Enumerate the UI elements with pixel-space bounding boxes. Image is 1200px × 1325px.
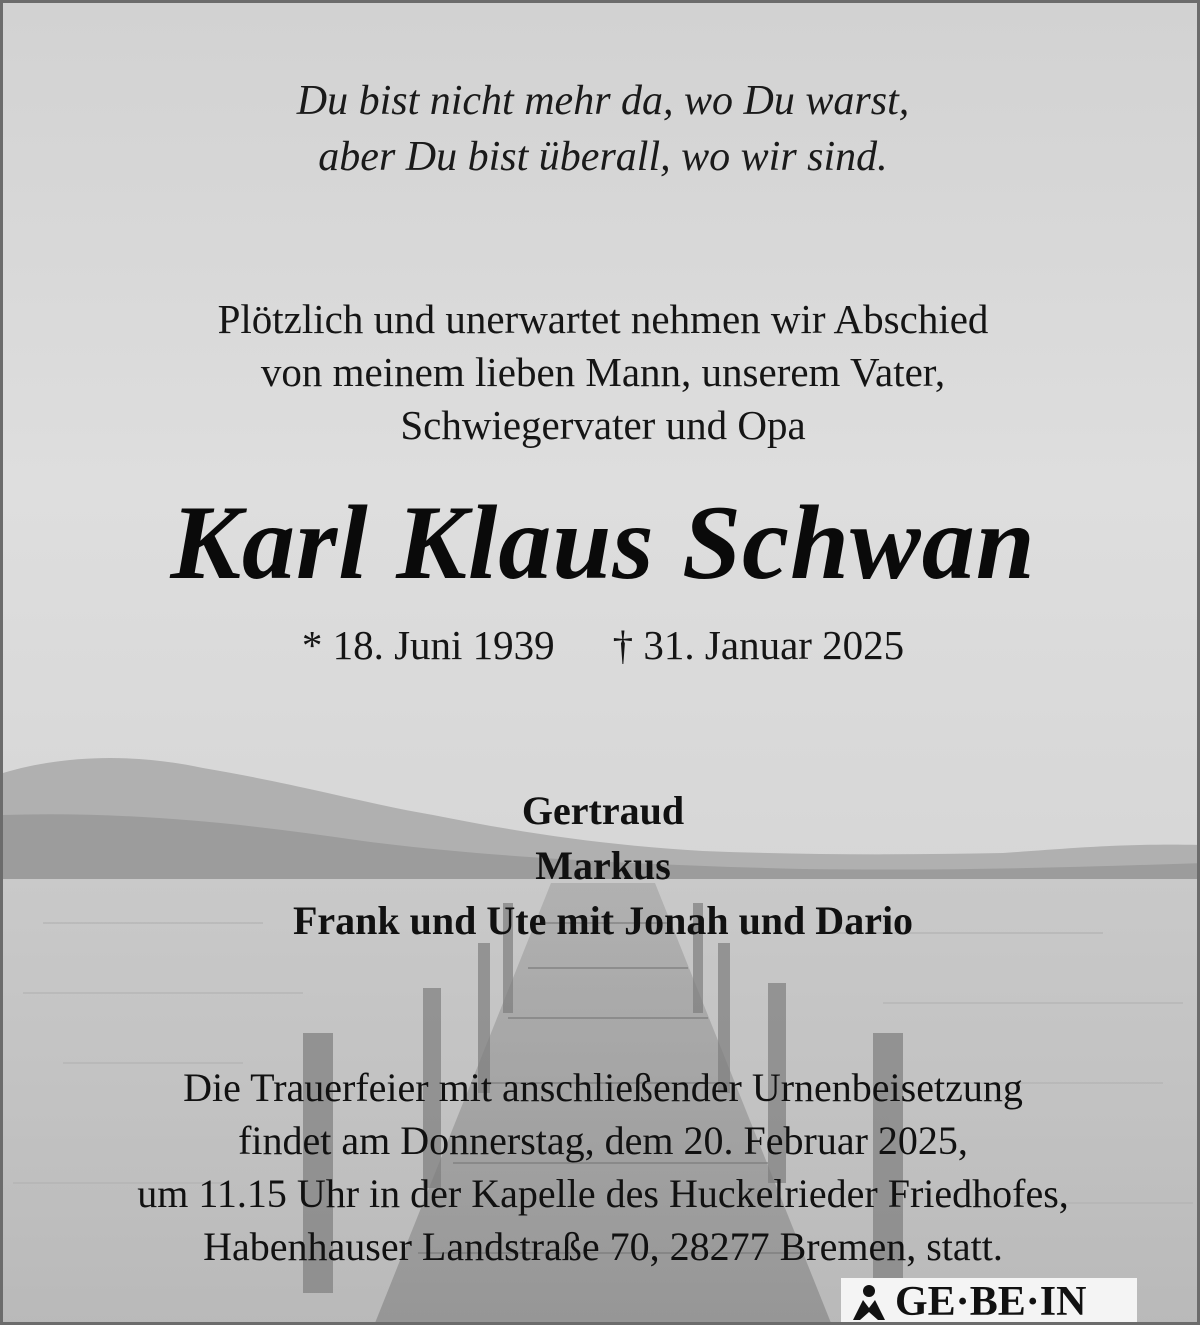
publisher-logo-text: GE·BE·IN [895, 1279, 1087, 1325]
motto-verse [3, 73, 1200, 185]
deceased-name: Karl Klaus Schwan [170, 484, 1036, 601]
birth-date: * 18. Juni 1939 [301, 622, 555, 668]
life-dates [3, 618, 1200, 672]
gebein-emblem-icon [849, 1282, 889, 1322]
service-line-1: Die Trauerfeier mit anschließender Urnenbeisetzung [183, 1065, 1023, 1110]
funeral-service-info [3, 1061, 1200, 1273]
announcement-line-1: Plötzlich und unerwartet nehmen wir Abschied [217, 296, 989, 342]
service-line-2: findet am Donnerstag, dem 20. Februar 2025, [238, 1118, 968, 1163]
announcement-text [3, 293, 1200, 452]
announcement-line-3: Schwiegervater und Opa [400, 402, 806, 448]
announcement-line-2: von meinem lieben Mann, unserem Vater, [260, 349, 946, 395]
mourner-line-3: Frank und Ute mit Jonah und Dario [292, 898, 914, 943]
motto-line-2: aber Du bist überall, wo wir sind. [318, 134, 888, 180]
mourner-line-2: Markus [535, 843, 671, 888]
publisher-logo [841, 1278, 1137, 1325]
death-date: † 31. Januar 2025 [612, 622, 905, 668]
mourner-line-1: Gertraud [521, 788, 685, 833]
motto-line-1: Du bist nicht mehr da, wo Du warst, [296, 78, 910, 124]
service-line-4: Habenhauser Landstraße 70, 28277 Bremen, statt. [203, 1224, 1003, 1269]
service-line-3: um 11.15 Uhr in der Kapelle des Huckelrieder Friedhofes, [137, 1171, 1069, 1216]
mourners [3, 783, 1200, 948]
